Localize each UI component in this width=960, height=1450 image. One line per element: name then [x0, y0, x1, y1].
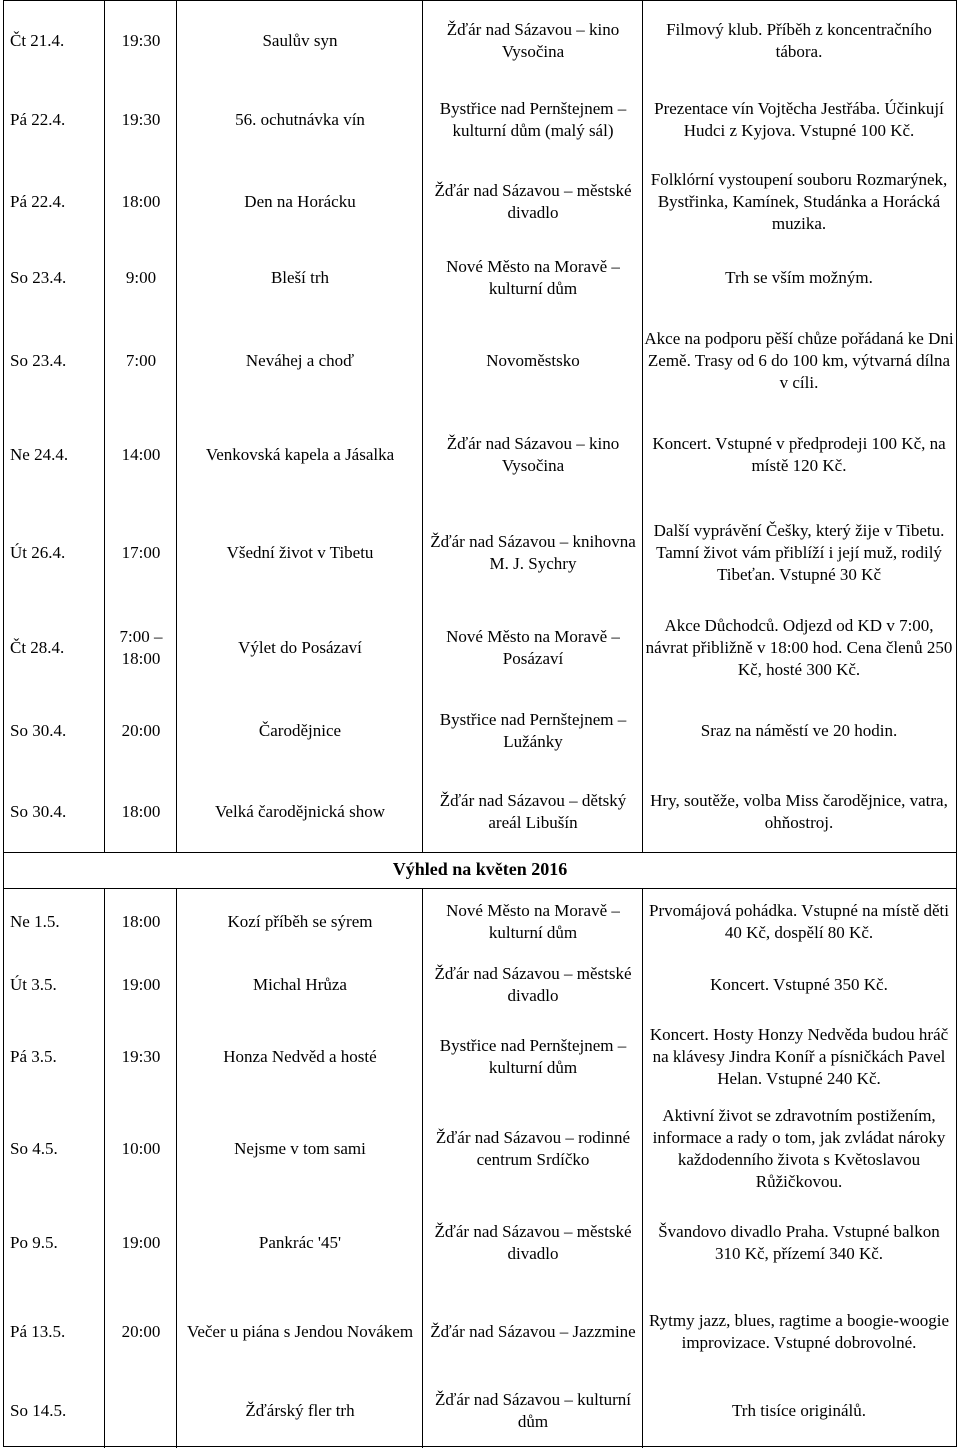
place-text: Nové Město na Moravě – Posázaví — [446, 626, 620, 668]
place-text: Žďár nad Sázavou – městské divadlo — [434, 181, 632, 222]
row-divider — [3, 852, 957, 853]
cell-time — [106, 312, 176, 410]
time-text: 18:00 — [121, 802, 161, 821]
time-text: 7:00 – 18:00 — [119, 626, 163, 668]
cell-date — [10, 244, 104, 312]
time-text: 14:00 — [121, 445, 161, 464]
cell-note — [644, 80, 954, 160]
event-text: Výlet do Posázaví — [238, 637, 362, 657]
note-text: Hry, soutěže, volba Miss čarodějnice, vatra, ohňostroj. — [650, 791, 948, 832]
cell-time — [106, 690, 176, 772]
place-text: Žďár nad Sázavou – kulturní dům — [434, 1390, 632, 1431]
cell-event — [178, 500, 422, 605]
time-text: 19:30 — [121, 31, 161, 50]
event-text: Všední život v Tibetu — [226, 542, 374, 562]
date-text: So 30.4. — [10, 802, 67, 821]
note-text: Folklórní vystoupení souboru Rozmarýnek, Bystřinka, Kamínek, Studánka a Horácká muzika. — [650, 170, 948, 233]
cell-event — [178, 1100, 422, 1198]
event-text: Neváhej a choď — [245, 351, 355, 370]
cell-time — [106, 605, 176, 690]
cell-place — [424, 160, 642, 244]
date-text: Pá 22.4. — [10, 192, 66, 211]
column-divider — [422, 888, 423, 1448]
cell-time — [106, 1014, 176, 1100]
column-divider — [176, 0, 177, 852]
cell-date — [10, 80, 104, 160]
date-text: Pá 22.4. — [10, 110, 66, 129]
place-text: Bystřice nad Pernštejnem – kulturní dům — [439, 1036, 627, 1077]
cell-event — [178, 1375, 422, 1447]
cell-place — [424, 772, 642, 852]
cell-event — [178, 956, 422, 1014]
place-text: Nové Město na Moravě – kulturní dům — [446, 257, 620, 298]
cell-place — [424, 312, 642, 410]
event-text: Čarodějnice — [258, 721, 342, 740]
cell-date — [10, 1375, 104, 1447]
cell-place — [424, 888, 642, 956]
cell-note — [644, 1288, 954, 1375]
cell-date — [10, 690, 104, 772]
cell-event — [178, 1198, 422, 1288]
time-text: 19:30 — [121, 1047, 161, 1066]
note-text: Sraz na náměstí ve 20 hodin. — [700, 721, 898, 740]
note-text: Prezentace vín Vojtěcha Jestřába. Účinkují Hudci z Kyjova. Vstupné 100 Kč. — [654, 99, 944, 140]
cell-date — [10, 2, 104, 80]
cell-place — [424, 690, 642, 772]
column-divider — [104, 0, 105, 852]
cell-note — [644, 1375, 954, 1447]
cell-event — [178, 690, 422, 772]
cell-time — [106, 1375, 176, 1447]
cell-time — [106, 500, 176, 605]
time-text: 20:00 — [121, 721, 161, 740]
note-text: Trh tisíce originálů. — [732, 1401, 866, 1420]
cell-note — [644, 410, 954, 500]
cell-date — [10, 500, 104, 605]
cell-note — [644, 160, 954, 244]
cell-date — [10, 1198, 104, 1288]
event-text: Bleší trh — [270, 268, 330, 287]
cell-time — [106, 244, 176, 312]
time-text: 18:00 — [121, 912, 161, 931]
note-text: Koncert. Vstupné 350 Kč. — [710, 975, 888, 994]
section-heading: Výhled na květen 2016 — [392, 859, 568, 879]
cell-event — [178, 2, 422, 80]
cell-place — [424, 500, 642, 605]
place-text: Žďár nad Sázavou – kino Vysočina — [446, 20, 620, 61]
time-text: 19:00 — [121, 1233, 161, 1252]
cell-time — [106, 1198, 176, 1288]
cell-date — [10, 1100, 104, 1198]
cell-place — [424, 1014, 642, 1100]
cell-time — [106, 160, 176, 244]
note-text: Akce Důchodců. Odjezd od KD v 7:00, návrat přibližně v 18:00 hod. Cena členů 250 Kč, hosté 300 Kč. — [645, 615, 953, 679]
date-text: So 23.4. — [10, 351, 67, 370]
note-text: Akce na podporu pěší chůze pořádaná ke Dni Země. Trasy od 6 do 100 km, výtvarná dílna v cíli. — [644, 329, 954, 392]
cell-note — [644, 312, 954, 410]
place-text: Žďár nad Sázavou – dětský areál Libušín — [439, 791, 627, 832]
event-text: Nejsme v tom sami — [234, 1139, 366, 1158]
time-text: 19:00 — [121, 975, 161, 994]
cell-date — [10, 160, 104, 244]
place-text: Bystřice nad Pernštejnem – kulturní dům (malý sál) — [439, 99, 627, 140]
time-text: 18:00 — [121, 192, 161, 211]
time-text: 19:30 — [121, 110, 161, 129]
date-text: Pá 3.5. — [10, 1047, 57, 1066]
cell-place — [424, 1100, 642, 1198]
cell-event — [178, 80, 422, 160]
cell-place — [424, 2, 642, 80]
date-text: Po 9.5. — [10, 1233, 58, 1252]
date-text: Ne 24.4. — [10, 445, 69, 464]
cell-date — [10, 1288, 104, 1375]
cell-event — [178, 888, 422, 956]
note-text: Koncert. Vstupné v předprodeji 100 Kč, na místě 120 Kč. — [652, 434, 946, 475]
place-text: Žďár nad Sázavou – kino Vysočina — [446, 434, 620, 475]
date-text: Ne 1.5. — [10, 912, 60, 931]
event-text: Velká čarodějnická show — [215, 802, 385, 821]
note-text: Koncert. Hosty Honzy Nedvěda budou hráč na klávesy Jindra Koníř a písničkách Pavel Helan. Vstupné 240 Kč. — [649, 1025, 949, 1088]
cell-note — [644, 956, 954, 1014]
cell-note — [644, 500, 954, 605]
place-text: Žďár nad Sázavou – městské divadlo — [434, 1222, 632, 1263]
note-text: Rytmy jazz, blues, ragtime a boogie-woogie improvizace. Vstupné dobrovolné. — [648, 1310, 950, 1352]
date-text: So 30.4. — [10, 721, 67, 740]
cell-place — [424, 244, 642, 312]
place-text: Novoměstsko — [486, 351, 580, 370]
place-text: Nové Město na Moravě – kulturní dům — [446, 901, 620, 942]
cell-place — [424, 1288, 642, 1375]
event-text: Večer u piána s Jendou Novákem — [186, 1321, 414, 1341]
cell-event — [178, 772, 422, 852]
cell-place — [424, 1198, 642, 1288]
event-text: Honza Nedvěd a hosté — [223, 1047, 377, 1066]
cell-place — [424, 80, 642, 160]
time-text: 7:00 — [125, 351, 157, 370]
cell-date — [10, 888, 104, 956]
cell-date — [10, 956, 104, 1014]
cell-note — [644, 690, 954, 772]
column-divider — [642, 888, 643, 1448]
cell-date — [10, 410, 104, 500]
date-text: So 23.4. — [10, 268, 67, 287]
date-text: Čt 21.4. — [10, 31, 65, 50]
event-text: Kozí příběh se sýrem — [227, 912, 373, 931]
date-text: Čt 28.4. — [10, 637, 65, 657]
note-text: Aktivní život se zdravotním postižením, informace a rady o tom, jak zvládat nároky každodenního života s Květoslavou Růžičkovou. — [652, 1106, 946, 1191]
cell-note — [644, 1014, 954, 1100]
place-text: Žďár nad Sázavou – rodinné centrum Srdíčko — [435, 1128, 631, 1169]
cell-note — [644, 772, 954, 852]
column-divider — [176, 888, 177, 1448]
cell-event — [178, 1288, 422, 1375]
column-divider — [104, 888, 105, 1448]
cell-time — [106, 410, 176, 500]
cell-time — [106, 2, 176, 80]
cell-place — [424, 605, 642, 690]
time-text: 10:00 — [121, 1139, 161, 1158]
cell-time — [106, 772, 176, 852]
note-text: Filmový klub. Příběh z koncentračního tábora. — [666, 20, 932, 61]
cell-note — [644, 1100, 954, 1198]
cell-place — [424, 956, 642, 1014]
place-text: Žďár nad Sázavou – Jazzmine — [430, 1321, 636, 1341]
place-text: Žďár nad Sázavou – knihovna M. J. Sychry — [430, 531, 636, 573]
note-text: Další vyprávění Češky, který žije v Tibetu. Tamní život vám přiblíží i její muž, rodilý Tibeťan. Vstupné 30 Kč — [653, 520, 945, 584]
time-text: 20:00 — [121, 1321, 161, 1341]
cell-note — [644, 1198, 954, 1288]
cell-time — [106, 1100, 176, 1198]
cell-note — [644, 888, 954, 956]
cell-note — [644, 605, 954, 690]
cell-place — [424, 410, 642, 500]
cell-event — [178, 1014, 422, 1100]
cell-date — [10, 1014, 104, 1100]
cell-event — [178, 605, 422, 690]
date-text: Út 26.4. — [10, 542, 66, 562]
cell-time — [106, 1288, 176, 1375]
date-text: Út 3.5. — [10, 975, 57, 994]
cell-time — [106, 888, 176, 956]
note-text: Švandovo divadlo Praha. Vstupné balkon 310 Kč, přízemí 340 Kč. — [658, 1222, 940, 1263]
cell-note — [644, 244, 954, 312]
cell-time — [106, 80, 176, 160]
note-text: Trh se vším možným. — [725, 268, 873, 287]
event-text: Žďárský fler trh — [245, 1401, 355, 1420]
place-text: Žďár nad Sázavou – městské divadlo — [434, 964, 632, 1005]
cell-event — [178, 160, 422, 244]
time-text: 9:00 — [125, 268, 157, 287]
event-text: Venkovská kapela a Jásalka — [205, 445, 395, 464]
cell-place — [424, 1375, 642, 1447]
cell-event — [178, 312, 422, 410]
date-text: So 4.5. — [10, 1139, 58, 1158]
event-text: Michal Hrůza — [253, 975, 347, 994]
event-text: Pankrác '45' — [258, 1233, 342, 1252]
cell-event — [178, 410, 422, 500]
event-text: Saulův syn — [262, 31, 338, 50]
cell-date — [10, 605, 104, 690]
column-divider — [422, 0, 423, 852]
cell-date — [10, 312, 104, 410]
event-text: 56. ochutnávka vín — [235, 110, 365, 129]
place-text: Bystřice nad Pernštejnem – Lužánky — [439, 710, 627, 751]
note-text: Prvomájová pohádka. Vstupné na místě děti 40 Kč, dospělí 80 Kč. — [649, 901, 949, 942]
cell-date — [10, 772, 104, 852]
event-text: Den na Horácku — [244, 192, 356, 211]
cell-time — [106, 956, 176, 1014]
time-text: 17:00 — [121, 542, 161, 562]
date-text: So 14.5. — [10, 1401, 67, 1420]
date-text: Pá 13.5. — [10, 1321, 66, 1341]
cell-note — [644, 2, 954, 80]
cell-event — [178, 244, 422, 312]
column-divider — [642, 0, 643, 852]
